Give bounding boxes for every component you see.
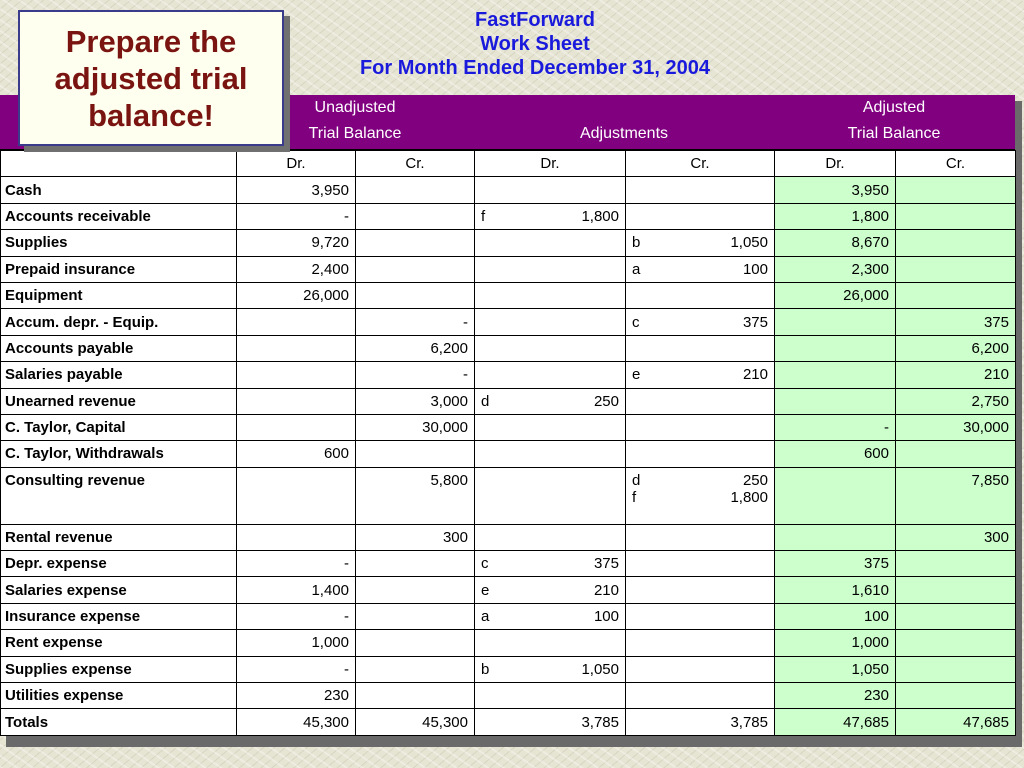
unadjusted-credit: 300 — [356, 524, 475, 550]
adjustment-debit — [475, 656, 626, 682]
unadjusted-credit: 6,200 — [356, 335, 475, 361]
table-row — [1, 177, 1016, 203]
account-name: Accounts receivable — [1, 203, 237, 229]
adjusted-credit: 2,750 — [896, 388, 1016, 414]
table-row — [1, 441, 1016, 467]
adjustment-debit — [475, 551, 626, 577]
worksheet-title — [290, 8, 780, 80]
account-column-header — [1, 151, 237, 177]
adjusted-credit — [896, 656, 1016, 682]
period-label: For Month Ended December 31, 2004 — [359, 57, 711, 79]
adjustment-credit — [626, 709, 775, 735]
at-dr-header: Dr. — [775, 151, 896, 177]
unadjusted-debit — [237, 524, 356, 550]
unadjusted-credit — [356, 577, 475, 603]
adjusted-debit: 1,800 — [775, 203, 896, 229]
adjustment-amount: 1,050 — [730, 234, 768, 252]
unadjusted-credit — [356, 630, 475, 656]
ut-cr-header: Cr. — [356, 151, 475, 177]
adjusted-debit: 600 — [775, 441, 896, 467]
account-name: Depr. expense — [1, 551, 237, 577]
adjusted-debit: 1,000 — [775, 630, 896, 656]
adjustments-label: Adjustments — [579, 125, 669, 142]
at-cr-header: Cr. — [896, 151, 1016, 177]
adjustment-amount: 3,785 — [581, 713, 619, 731]
unadjusted-debit — [237, 362, 356, 388]
table-row — [1, 362, 1016, 388]
adjustment-entry — [632, 314, 768, 331]
adjustment-entry — [632, 489, 768, 506]
adjustment-amount: 100 — [593, 608, 619, 626]
account-name: C. Taylor, Withdrawals — [1, 441, 237, 467]
adjustment-debit — [475, 441, 626, 467]
adjustment-credit — [626, 630, 775, 656]
adjustment-letter: d — [632, 471, 641, 489]
adjustment-credit — [626, 335, 775, 361]
table-row — [1, 656, 1016, 682]
adjusted-debit: 47,685 — [775, 709, 896, 735]
adjustment-debit — [475, 630, 626, 656]
adjusted-debit: 230 — [775, 683, 896, 709]
adjustment-amount: 375 — [593, 555, 619, 573]
adjusted-credit — [896, 603, 1016, 629]
column-header-row — [1, 151, 1016, 177]
adjusted-debit: 375 — [775, 551, 896, 577]
adjusted-credit — [896, 230, 1016, 256]
unadjusted-credit — [356, 256, 475, 282]
adjustment-letter: f — [632, 488, 637, 506]
adjustment-amount: 3,785 — [730, 713, 768, 731]
adjustment-letter: d — [481, 392, 490, 410]
table-row — [1, 203, 1016, 229]
unadjusted-debit: 600 — [237, 441, 356, 467]
unadjusted-debit: 1,400 — [237, 577, 356, 603]
account-name: Rental revenue — [1, 524, 237, 550]
adjustment-credit — [626, 524, 775, 550]
adj-dr-header: Dr. — [475, 151, 626, 177]
account-name: Unearned revenue — [1, 388, 237, 414]
adjustment-debit — [475, 603, 626, 629]
table-row — [1, 551, 1016, 577]
adjustment-entry — [481, 393, 619, 410]
unadjusted-debit: - — [237, 603, 356, 629]
adjusted-debit: 2,300 — [775, 256, 896, 282]
table-row — [1, 388, 1016, 414]
company-name: FastForward — [474, 9, 596, 31]
table-row — [1, 309, 1016, 335]
adjustment-credit — [626, 603, 775, 629]
unadjusted-credit: 3,000 — [356, 388, 475, 414]
adjusted-debit — [775, 309, 896, 335]
adjusted-credit — [896, 177, 1016, 203]
adjustment-amount: 100 — [742, 260, 768, 278]
table-row — [1, 335, 1016, 361]
adjusted-credit: 6,200 — [896, 335, 1016, 361]
adjusted-debit: 26,000 — [775, 282, 896, 308]
adjusted-credit: 375 — [896, 309, 1016, 335]
unadjusted-credit: - — [356, 362, 475, 388]
adjustment-credit — [626, 414, 775, 440]
adjustment-debit — [475, 177, 626, 203]
adjusted-credit — [896, 551, 1016, 577]
adjustment-entry — [632, 234, 768, 251]
adjustment-entry — [632, 261, 768, 278]
adjustment-letter: b — [481, 660, 490, 678]
sheet-name: Work Sheet — [480, 33, 590, 55]
unadjusted-debit: 230 — [237, 683, 356, 709]
adjustment-debit — [475, 362, 626, 388]
instruction-callout — [18, 10, 284, 146]
table-row — [1, 414, 1016, 440]
adjusted-debit: 3,950 — [775, 177, 896, 203]
adjustment-credit — [626, 256, 775, 282]
account-name: Equipment — [1, 282, 237, 308]
callout-text: Prepare the adjusted trial balance! — [54, 23, 248, 133]
adjustment-debit — [475, 709, 626, 735]
adjustment-credit — [626, 441, 775, 467]
unadjusted-debit — [237, 309, 356, 335]
account-name: Totals — [1, 709, 237, 735]
adjustment-debit — [475, 230, 626, 256]
ut-dr-header: Dr. — [237, 151, 356, 177]
unadjusted-debit — [237, 467, 356, 524]
adjustment-debit — [475, 282, 626, 308]
adjustment-amount: 210 — [742, 366, 768, 384]
adjustment-entry — [632, 714, 768, 731]
adjustment-letter: c — [632, 313, 640, 331]
unadjusted-credit: - — [356, 309, 475, 335]
adjustment-amount: 375 — [742, 313, 768, 331]
unadjusted-credit: 45,300 — [356, 709, 475, 735]
unadjusted-credit — [356, 282, 475, 308]
account-name: Accounts payable — [1, 335, 237, 361]
adjustment-amount: 210 — [593, 581, 619, 599]
table-row — [1, 230, 1016, 256]
adjusted-debit — [775, 335, 896, 361]
unadjusted-credit — [356, 177, 475, 203]
adjusted-credit — [896, 577, 1016, 603]
adjustment-credit — [626, 683, 775, 709]
adjustment-debit — [475, 388, 626, 414]
adjustment-letter: a — [632, 260, 641, 278]
adjusted-debit: 8,670 — [775, 230, 896, 256]
unadjusted-credit — [356, 603, 475, 629]
adjustment-entry — [632, 366, 768, 383]
adjustment-credit — [626, 362, 775, 388]
adjustment-credit — [626, 203, 775, 229]
unadjusted-credit — [356, 551, 475, 577]
unadjusted-debit: 3,950 — [237, 177, 356, 203]
unadjusted-credit — [356, 203, 475, 229]
unadjusted-debit: 1,000 — [237, 630, 356, 656]
unadjusted-debit: - — [237, 203, 356, 229]
adjustment-credit — [626, 467, 775, 524]
table-row — [1, 467, 1016, 524]
adjusted-credit: 30,000 — [896, 414, 1016, 440]
adjusted-debit: - — [775, 414, 896, 440]
adjustment-debit — [475, 203, 626, 229]
adjustment-letter: c — [481, 555, 489, 573]
unadjusted-credit — [356, 441, 475, 467]
adjustment-credit — [626, 656, 775, 682]
adjustment-entry — [481, 661, 619, 678]
table-row — [1, 282, 1016, 308]
adjustment-debit — [475, 256, 626, 282]
adjustment-letter: a — [481, 608, 490, 626]
unadjusted-debit: 9,720 — [237, 230, 356, 256]
account-name: C. Taylor, Capital — [1, 414, 237, 440]
adjusted-debit: 1,050 — [775, 656, 896, 682]
unadjusted-debit: 45,300 — [237, 709, 356, 735]
unadjusted-credit — [356, 656, 475, 682]
adjusted-debit — [775, 524, 896, 550]
account-name: Supplies expense — [1, 656, 237, 682]
account-name: Cash — [1, 177, 237, 203]
adjustment-amount: 1,800 — [730, 488, 768, 506]
adjusted-credit — [896, 441, 1016, 467]
adjusted-credit — [896, 282, 1016, 308]
adjustment-amount: 250 — [742, 471, 768, 489]
unadjusted-label-2: Trial Balance — [308, 125, 402, 142]
adjustment-debit — [475, 524, 626, 550]
adjusted-debit — [775, 467, 896, 524]
adjustment-debit — [475, 683, 626, 709]
adjusted-credit — [896, 683, 1016, 709]
adjusted-label-2: Trial Balance — [847, 125, 941, 142]
adjustment-credit — [626, 309, 775, 335]
account-name: Insurance expense — [1, 603, 237, 629]
unadjusted-credit: 5,800 — [356, 467, 475, 524]
adj-cr-header: Cr. — [626, 151, 775, 177]
adjustment-entry — [481, 608, 619, 625]
adjustment-entry — [481, 555, 619, 572]
adjustment-credit — [626, 551, 775, 577]
adjusted-debit: 1,610 — [775, 577, 896, 603]
adjustment-entry — [481, 582, 619, 599]
adjusted-credit: 7,850 — [896, 467, 1016, 524]
account-name: Salaries expense — [1, 577, 237, 603]
unadjusted-credit — [356, 683, 475, 709]
unadjusted-debit — [237, 388, 356, 414]
unadjusted-debit: 2,400 — [237, 256, 356, 282]
adjustment-entry — [481, 208, 619, 225]
unadjusted-debit — [237, 335, 356, 361]
unadjusted-credit — [356, 230, 475, 256]
adjustment-debit — [475, 577, 626, 603]
adjustment-credit — [626, 230, 775, 256]
adjustment-letter: e — [481, 581, 490, 599]
adjustment-entry — [481, 714, 619, 731]
table-row — [1, 603, 1016, 629]
adjustment-debit — [475, 335, 626, 361]
adjustment-credit — [626, 177, 775, 203]
account-name: Rent expense — [1, 630, 237, 656]
adjusted-label-1: Adjusted — [862, 99, 926, 116]
adjustment-credit — [626, 282, 775, 308]
adjusted-credit — [896, 630, 1016, 656]
unadjusted-debit: - — [237, 656, 356, 682]
table-row — [1, 683, 1016, 709]
table-row — [1, 524, 1016, 550]
unadjusted-debit: - — [237, 551, 356, 577]
adjustment-credit — [626, 388, 775, 414]
adjustment-amount: 250 — [593, 392, 619, 410]
adjustment-entry — [632, 472, 768, 489]
account-name: Accum. depr. - Equip. — [1, 309, 237, 335]
adjustment-letter: e — [632, 366, 641, 384]
account-name: Supplies — [1, 230, 237, 256]
unadjusted-debit — [237, 414, 356, 440]
adjusted-credit: 47,685 — [896, 709, 1016, 735]
account-name: Prepaid insurance — [1, 256, 237, 282]
adjustment-letter: b — [632, 234, 641, 252]
adjusted-debit — [775, 388, 896, 414]
adjustment-debit — [475, 309, 626, 335]
adjustment-amount: 1,800 — [581, 207, 619, 225]
worksheet-table — [0, 150, 1016, 736]
adjusted-debit: 100 — [775, 603, 896, 629]
table-row — [1, 709, 1016, 735]
adjusted-credit — [896, 256, 1016, 282]
account-name: Salaries payable — [1, 362, 237, 388]
unadjusted-credit: 30,000 — [356, 414, 475, 440]
adjustment-amount: 1,050 — [581, 660, 619, 678]
unadjusted-debit: 26,000 — [237, 282, 356, 308]
table-row — [1, 256, 1016, 282]
account-name: Utilities expense — [1, 683, 237, 709]
adjusted-credit: 210 — [896, 362, 1016, 388]
adjustment-debit — [475, 467, 626, 524]
adjusted-credit: 300 — [896, 524, 1016, 550]
adjustment-letter: f — [481, 207, 486, 225]
adjustment-credit — [626, 577, 775, 603]
adjusted-debit — [775, 362, 896, 388]
adjustment-debit — [475, 414, 626, 440]
table-row — [1, 577, 1016, 603]
worksheet-sheet — [0, 149, 1015, 736]
adjusted-credit — [896, 203, 1016, 229]
table-row — [1, 630, 1016, 656]
unadjusted-label-1: Unadjusted — [314, 99, 396, 116]
account-name: Consulting revenue — [1, 467, 237, 524]
